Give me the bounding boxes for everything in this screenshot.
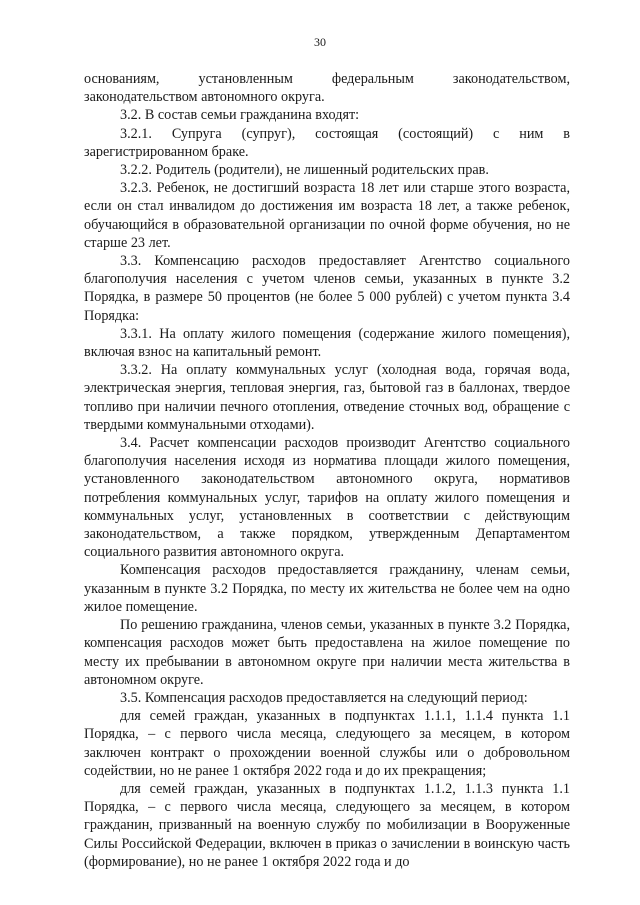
- paragraph-3-2-1: 3.2.1. Супруга (супруг), состоящая (состоящий) с ним в зарегистрированном браке.: [84, 125, 570, 160]
- paragraph-3-3-2: 3.3.2. На оплату коммунальных услуг (холодная вода, горячая вода, электрическая энергия, тепловая энергия, газ, бытовой газ в баллонах, твердое топливо при наличии печного отопления, отведение сточных вод, обращение с твердыми коммунальными отходами).: [84, 362, 570, 433]
- document-body: [84, 70, 570, 871]
- paragraph-3-4: 3.4. Расчет компенсации расходов производит Агентство социального благополучия населения исходя из норматива площади жилого помещения, установленного законодательством автономного округа, нормативов потребления коммунальных услуг, тарифов на оплату жилого помещения и коммунальных услуг, установленных в соответствии с действующим законодательством, а также порядком, утвержденным Департаментом социального развития автономного округа.: [84, 435, 570, 561]
- paragraph-3-2-2: 3.2.2. Родитель (родители), не лишенный родительских прав.: [120, 162, 489, 179]
- page-number: 30: [314, 35, 326, 49]
- paragraph-3-2-3: 3.2.3. Ребенок, не достигший возраста 18 лет или старше этого возраста, если он стал инвалидом до достижения им возраста 18 лет, а также ребенок, обучающийся в образовательной организации по очной форме обучения, но не старше 23 лет.: [84, 180, 570, 251]
- paragraph-3-5: 3.5. Компенсация расходов предоставляется на следующий период:: [120, 689, 528, 706]
- paragraph-compensation-stay: По решению гражданина, членов семьи, указанных в пункте 3.2 Порядка, компенсация расходов может быть предоставлена на жилое помещение по месту их пребывании в автономном округе при наличии места жительства в автономном округе.: [84, 617, 570, 688]
- paragraph-continuation: основаниям, установленным федеральным законодательством, законодательством автономного округа.: [84, 71, 570, 106]
- paragraph-3-3-1: 3.3.1. На оплату жилого помещения (содержание жилого помещения), включая взнос на капитальный ремонт.: [84, 325, 570, 361]
- paragraph-3-2: 3.2. В состав семьи гражданина входят:: [120, 107, 360, 124]
- paragraph-compensation-residence: Компенсация расходов предоставляется гражданину, членам семьи, указанным в пункте 3.2 Порядка, по месту их жительства не более чем на одно жилое помещение.: [84, 562, 570, 615]
- paragraph-period-contract: для семей граждан, указанных в подпунктах 1.1.1, 1.1.4 пункта 1.1 Порядка, – с первого числа месяца, следующего за месяцем, в котором заключен контракт о прохождении военной службы или о добровольном содействии, но не ранее 1 октября 2022 года и до их прекращения;: [84, 708, 570, 779]
- paragraph-3-3: 3.3. Компенсацию расходов предоставляет Агентство социального благополучия населения с учетом членов семьи, указанных в пункте 3.2 Порядка, в размере 50 процентов (не более 5 000 рублей) с учетом пункта 3.4 Порядка:: [84, 253, 570, 324]
- paragraph-period-mobilization: для семей граждан, указанных в подпунктах 1.1.2, 1.1.3 пункта 1.1 Порядка, – с первого числа месяца, следующего за месяцем, в котором гражданин, призванный на военную службу по мобилизации в Вооруженные Силы Российской Федерации, включен в приказ о зачислении в воинскую часть (формирование), но не ранее 1 октября 2022 года и до: [84, 780, 570, 870]
